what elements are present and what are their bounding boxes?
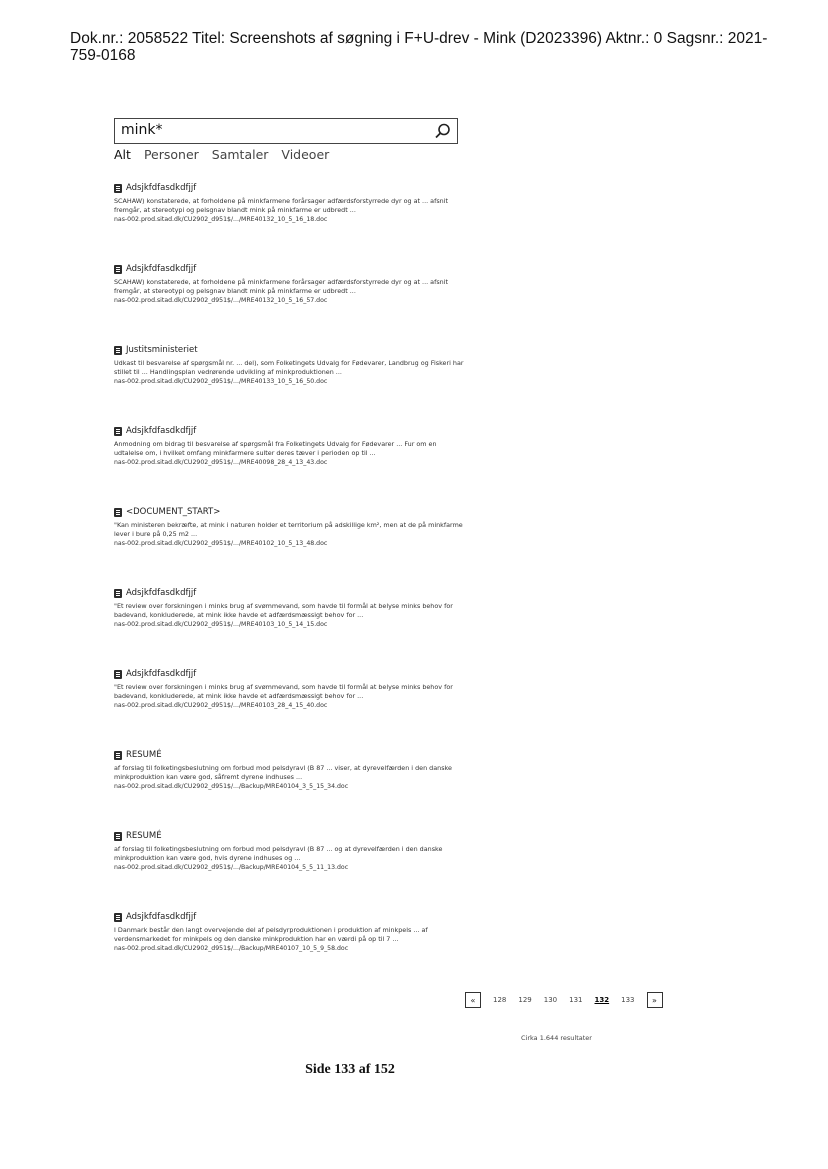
tab-alt[interactable]: Alt	[114, 147, 131, 162]
document-icon	[114, 751, 122, 760]
result-title[interactable]: Adsjkfdfasdkdfjjf	[126, 669, 197, 679]
next-page-button[interactable]: »	[647, 992, 663, 1008]
result-snippet: af forslag til folketingsbeslutning om forbud mod pelsdyravl (B 87 ... og at dyrevelfærden i den danske minkproduktion kan være god, hvis dyrene indhuses og ...	[114, 845, 443, 862]
page-link-129[interactable]: 129	[518, 996, 532, 1004]
result-snippet: Anmodning om bidrag til besvarelse af spørgsmål fra Folketingets Udvalg for Fødevarer ... Fur om en udtalelse om, i hvilket omfang minkfarmere sulter deres tæver i perioden op til ...	[114, 440, 437, 457]
search-result[interactable]	[114, 830, 464, 911]
result-title-row	[114, 506, 464, 518]
page-link-128[interactable]: 128	[493, 996, 507, 1004]
result-title-row	[114, 344, 464, 356]
search-box[interactable]	[114, 118, 458, 144]
document-icon	[114, 427, 122, 436]
result-snippet: I Danmark består den langt overvejende del af pelsdyrproduktionen i produktion af minkpels ... af verdensmarkedet for minkpels og den danske minkproduktion har en værdi på op til 7 ...	[114, 926, 428, 943]
scope-tabs	[114, 147, 329, 162]
document-icon	[114, 184, 122, 193]
result-title-row	[114, 911, 464, 923]
tab-videoer[interactable]: Videoer	[281, 147, 330, 162]
search-input[interactable]	[121, 121, 421, 139]
document-icon	[114, 832, 122, 841]
result-title-row	[114, 182, 464, 194]
result-path[interactable]: nas-002.prod.sitad.dk/CU2902_d951$/.../MRE40103_28_4_15_40.doc	[114, 702, 328, 710]
search-result[interactable]	[114, 749, 464, 830]
search-result[interactable]	[114, 587, 464, 668]
result-title-row	[114, 263, 464, 275]
result-title-row	[114, 668, 464, 680]
result-snippet: af forslag til folketingsbeslutning om forbud mod pelsdyravl (B 87 ... viser, at dyrevelfærden i den danske minkproduktion kan være god, såfremt dyrene indhuses ...	[114, 764, 452, 781]
document-header: Dok.nr.: 2058522 Titel: Screenshots af søgning i F+U-drev - Mink (D2023396) Aktnr.: 0 Sagsnr.: 2021-759-0168	[70, 30, 768, 64]
document-icon	[114, 346, 122, 355]
result-path[interactable]: nas-002.prod.sitad.dk/CU2902_d951$/.../MRE40102_10_5_13_48.doc	[114, 540, 328, 548]
document-icon	[114, 265, 122, 274]
result-path[interactable]: nas-002.prod.sitad.dk/CU2902_d951$/.../MRE40103_10_5_14_15.doc	[114, 621, 328, 629]
page-link-131[interactable]: 131	[569, 996, 583, 1004]
pagination	[465, 992, 663, 1008]
page-link-133[interactable]: 133	[621, 996, 635, 1004]
page-link-132[interactable]: 132	[594, 996, 610, 1004]
result-snippet: SCAHAW) konstaterede, at forholdene på minkfarmene forårsager adfærdsforstyrrede dyr og at ... afsnit fremgår, at stereotypi og pelsgnav blandt mink på minkfarme er udbredt ...	[114, 197, 449, 214]
search-result[interactable]	[114, 668, 464, 749]
tab-personer[interactable]: Personer	[143, 147, 199, 162]
result-title[interactable]: RESUMÉ	[126, 831, 162, 841]
document-icon	[114, 589, 122, 598]
result-count: Cirka 1.644 resultater	[521, 1034, 592, 1042]
result-title[interactable]: <DOCUMENT_START>	[126, 507, 221, 517]
result-title[interactable]: Justitsministeriet	[126, 345, 198, 355]
page-link-130[interactable]: 130	[543, 996, 558, 1004]
result-title[interactable]: RESUMÉ	[126, 750, 162, 760]
search-result[interactable]	[114, 425, 464, 506]
search-result[interactable]	[114, 182, 464, 263]
result-path[interactable]: nas-002.prod.sitad.dk/CU2902_d951$/.../MRE40132_10_5_16_18.doc	[114, 216, 328, 224]
result-title-row	[114, 749, 464, 761]
prev-page-button[interactable]: «	[465, 992, 481, 1008]
result-snippet: "Et review over forskningen i minks brug af svømmevand, som havde til formål at belyse minks behov for badevand, konkluderede, at mink ikke havde et adfærdsmæssigt behov for ...	[114, 683, 453, 700]
result-snippet: Udkast til besvarelse af spørgsmål nr. ... del), som Folketingets Udvalg for Fødevarer, Landbrug og Fiskeri har stillet til ... Handlingsplan vedrørende udvikling af minkproduktionen ...	[114, 359, 464, 376]
search-result[interactable]	[114, 263, 464, 344]
search-result[interactable]	[114, 506, 464, 587]
search-icon[interactable]	[434, 122, 452, 140]
result-path[interactable]: nas-002.prod.sitad.dk/CU2902_d951$/.../MRE40133_10_5_16_50.doc	[114, 378, 328, 386]
result-title[interactable]: Adsjkfdfasdkdfjjf	[126, 183, 197, 193]
result-path[interactable]: nas-002.prod.sitad.dk/CU2902_d951$/.../MRE40132_10_5_16_57.doc	[114, 297, 328, 305]
result-title[interactable]: Adsjkfdfasdkdfjjf	[126, 588, 197, 598]
result-snippet: "Kan ministeren bekræfte, at mink i naturen holder et territorium på adskillige km², men at de på minkfarme lever i bure på 0,25 m2 ...	[114, 521, 463, 538]
result-title[interactable]: Adsjkfdfasdkdfjjf	[126, 264, 197, 274]
document-icon	[114, 508, 122, 517]
page-number: Side 133 af 152	[305, 1062, 395, 1077]
result-title-row	[114, 425, 464, 437]
search-result[interactable]	[114, 911, 464, 992]
result-snippet: "Et review over forskningen i minks brug af svømmevand, som havde til formål at belyse minks behov for badevand, konkluderede, at mink ikke havde et adfærdsmæssigt behov for ...	[114, 602, 453, 619]
result-path[interactable]: nas-002.prod.sitad.dk/CU2902_d951$/.../Backup/MRE40104_5_5_11_13.doc	[114, 864, 349, 872]
document-icon	[114, 670, 122, 679]
search-result[interactable]	[114, 344, 464, 425]
result-title-row	[114, 830, 464, 842]
result-title[interactable]: Adsjkfdfasdkdfjjf	[126, 912, 197, 922]
result-path[interactable]: nas-002.prod.sitad.dk/CU2902_d951$/.../Backup/MRE40107_10_5_9_58.doc	[114, 945, 349, 953]
result-title[interactable]: Adsjkfdfasdkdfjjf	[126, 426, 197, 436]
document-icon	[114, 913, 122, 922]
result-snippet: SCAHAW) konstaterede, at forholdene på minkfarmene forårsager adfærdsforstyrrede dyr og at ... afsnit fremgår, at stereotypi og pelsgnav blandt mink på minkfarme er udbredt ...	[114, 278, 449, 295]
result-title-row	[114, 587, 464, 599]
search-results	[114, 182, 464, 992]
result-path[interactable]: nas-002.prod.sitad.dk/CU2902_d951$/.../Backup/MRE40104_3_5_15_34.doc	[114, 783, 349, 791]
result-path[interactable]: nas-002.prod.sitad.dk/CU2902_d951$/.../MRE40098_28_4_13_43.doc	[114, 459, 328, 467]
tab-samtaler[interactable]: Samtaler	[211, 147, 269, 162]
